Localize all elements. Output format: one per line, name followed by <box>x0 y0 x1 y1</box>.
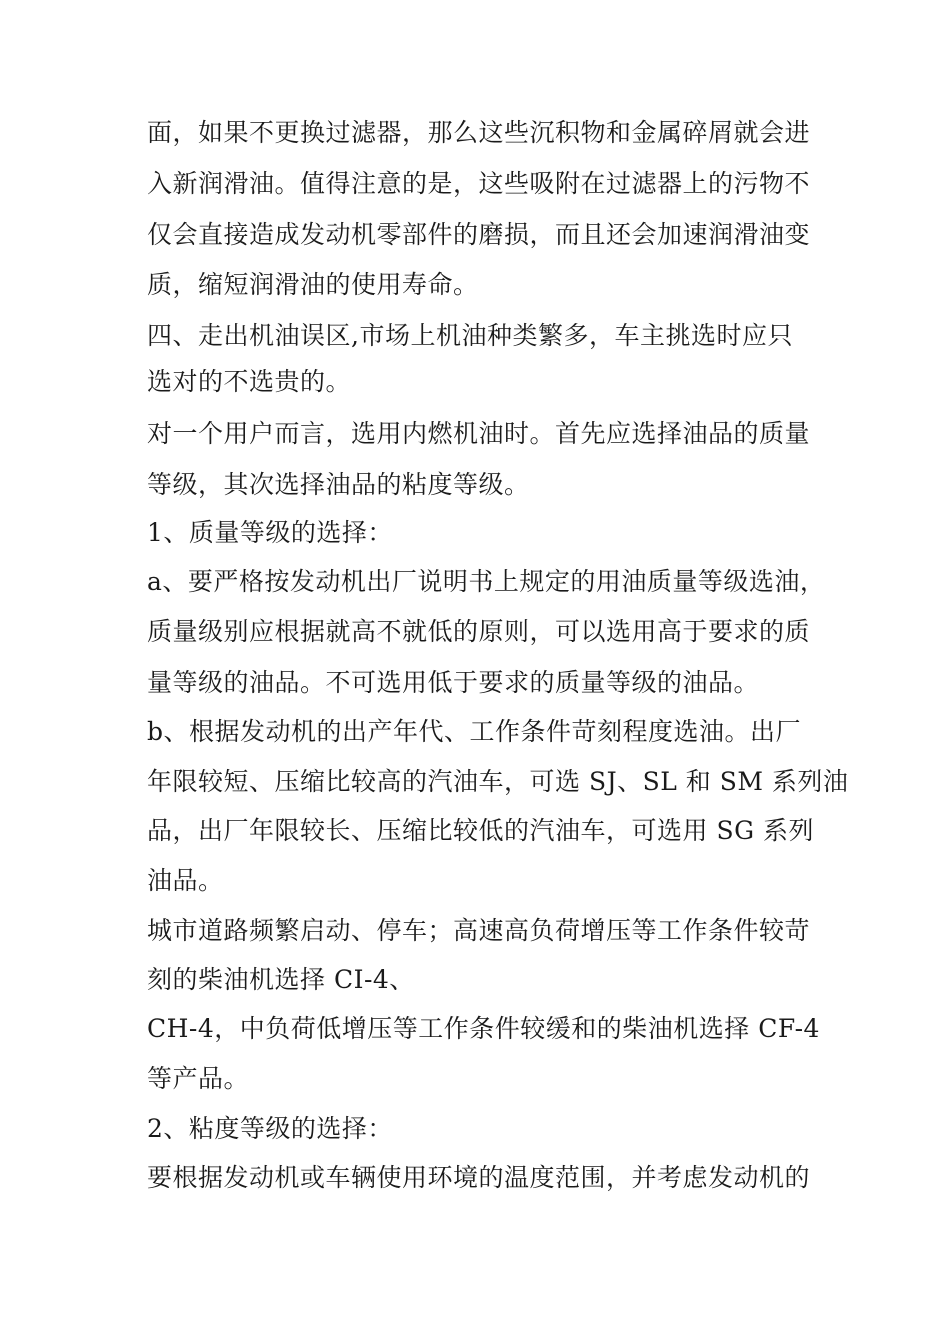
text-line: 面，如果不更换过滤器，那么这些沉积物和金属碎屑就会进 <box>147 118 811 147</box>
section-heading-line: 四、走出机油误区,市场上机油种类繁多，车主挑选时应只 <box>147 321 793 350</box>
text-line: 选对的不选贵的。 <box>147 367 352 396</box>
text-line: b、根据发动机的出产年代、工作条件苛刻程度选油。出厂 <box>147 717 802 746</box>
text-line: 仅会直接造成发动机零部件的磨损，而且还会加速润滑油变 <box>147 220 811 249</box>
text-line: 量等级的油品。不可选用低于要求的质量等级的油品。 <box>147 668 760 697</box>
text-line: CH-4，中负荷低增压等工作条件较缓和的柴油机选择 CF-4 <box>147 1014 820 1043</box>
text-line: 年限较短、压缩比较高的汽油车，可选 SJ、SL 和 SM 系列油 <box>147 767 849 796</box>
text-line: 质量级别应根据就高不就低的原则，可以选用高于要求的质 <box>147 617 811 646</box>
text-line: 油品。 <box>147 866 224 895</box>
text-line: 刻的柴油机选择 CI-4、 <box>147 965 415 994</box>
text-line: 要根据发动机或车辆使用环境的温度范围，并考虑发动机的 <box>147 1163 811 1192</box>
text-line: 品，出厂年限较长、压缩比较低的汽油车，可选用 SG 系列 <box>147 816 814 845</box>
text-line: 等级，其次选择油品的粘度等级。 <box>147 470 530 499</box>
text-line: 等产品。 <box>147 1064 250 1093</box>
text-line: 城市道路频繁启动、停车；高速高负荷增压等工作条件较苛 <box>147 916 811 945</box>
text-line: a、要严格按发动机出厂说明书上规定的用油质量等级选油， <box>147 567 826 596</box>
subheading-line: 2、粘度等级的选择： <box>147 1114 393 1143</box>
text-line: 入新润滑油。值得注意的是，这些吸附在过滤器上的污物不 <box>147 169 811 198</box>
subheading-line: 1、质量等级的选择： <box>147 518 393 547</box>
text-line: 对一个用户而言，选用内燃机油时。首先应选择油品的质量 <box>147 419 811 448</box>
text-line: 质，缩短润滑油的使用寿命。 <box>147 270 479 299</box>
